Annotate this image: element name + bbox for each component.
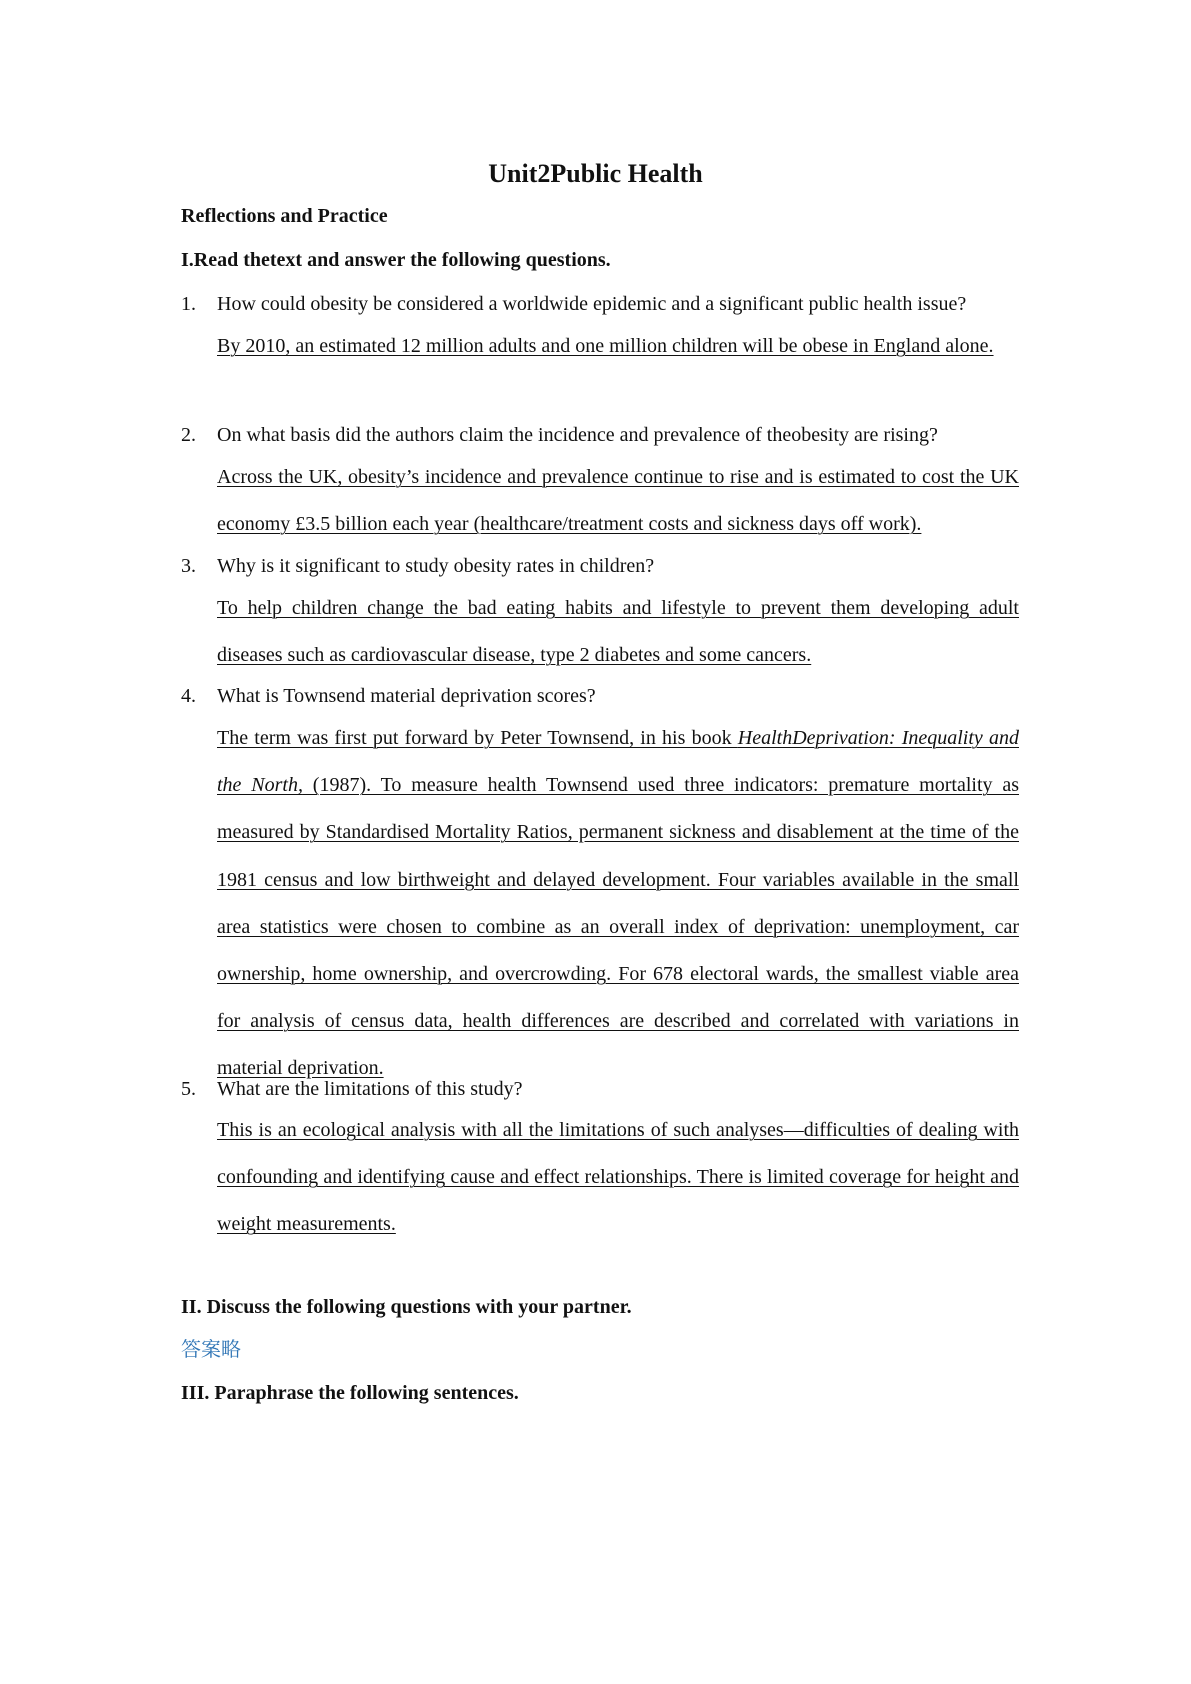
question-text: What are the limitations of this study? xyxy=(217,1078,523,1100)
part1-heading: I.Read thetext and answer the following questions. xyxy=(181,249,611,271)
answer-text: To help children change the bad eating habits and lifestyle to prevent them developing adult diseases such as cardiovascular disease, type 2 diabetes and some cancers. xyxy=(217,597,1019,667)
question-number: 5. xyxy=(181,1078,196,1100)
part2-heading: II. Discuss the following questions with your partner. xyxy=(181,1296,632,1318)
question-text: Why is it significant to study obesity rates in children? xyxy=(217,555,655,577)
book-title: HealthDeprivation: Inequality and the North, xyxy=(217,727,1019,797)
question-number: 4. xyxy=(181,685,196,707)
answer-text: Across the UK, obesity’s incidence and prevalence continue to rise and is estimated to cost the UK economy £3.5 billion each year (healthcare/treatment costs and sickness days off work). xyxy=(217,466,1019,536)
question-number: 3. xyxy=(181,555,196,577)
question-text: On what basis did the authors claim the incidence and prevalence of theobesity are rising? xyxy=(217,424,938,446)
answer-text: The term was first put forward by Peter Townsend, in his book HealthDeprivation: Inequality and the North, (1987). To measure health Townsend used three indicators: premature mortality as measured by Standardised Mortality Ratios, permanent sickness and disablement at the time of the 1981 census and low birthweight and delayed development. Four variables available in the small area statistics were chosen to combine as an overall index of deprivation: unemployment, car ownership, home ownership, and overcrowding. For 678 electoral wards, the smallest viable area for analysis of census data, health differences are described and correlated with variations in material deprivation. xyxy=(217,727,1019,1080)
question-number: 1. xyxy=(181,293,196,315)
section-label: Reflections and Practice xyxy=(181,205,388,227)
question-text: What is Townsend material deprivation scores? xyxy=(217,685,596,707)
answer-text: This is an ecological analysis with all the limitations of such analyses—difficulties of dealing with confounding and identifying cause and effect relationships. There is limited coverage for height and weight measurements. xyxy=(217,1119,1019,1236)
page-title: Unit2Public Health xyxy=(488,159,703,188)
answer-text: By 2010, an estimated 12 million adults and one million children will be obese in England alone. xyxy=(217,335,994,357)
part3-heading: III. Paraphrase the following sentences. xyxy=(181,1382,519,1404)
question-number: 2. xyxy=(181,424,196,446)
question-text: How could obesity be considered a worldwide epidemic and a significant public health issue? xyxy=(217,293,967,315)
answer-omitted-note: 答案略 xyxy=(181,1337,241,1361)
